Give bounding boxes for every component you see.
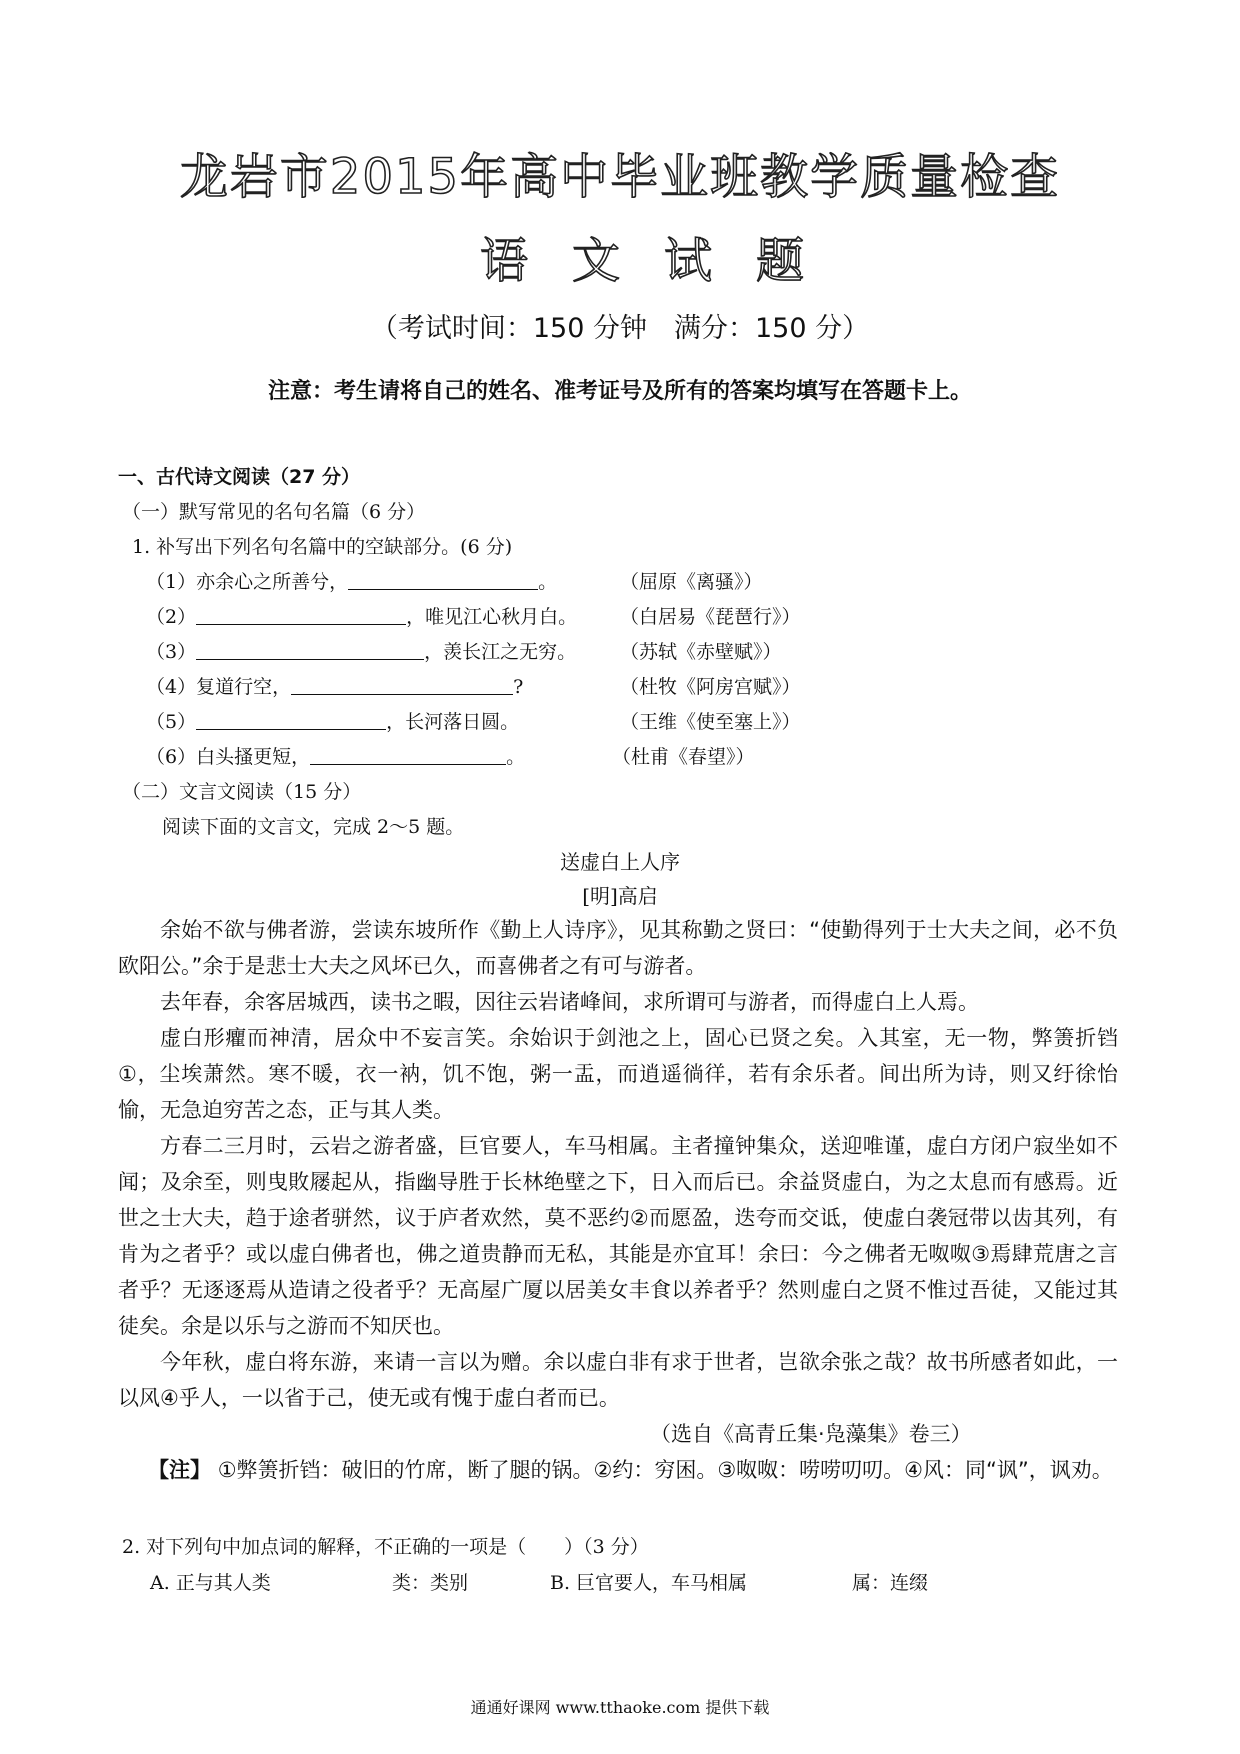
answer-blank[interactable] — [196, 639, 424, 660]
item-text-after: 。 — [506, 746, 526, 768]
notes-label: 【注】 — [148, 1458, 211, 1482]
q1-item-5-source: （王维《使至塞上》） — [620, 711, 801, 733]
exam-title: 龙岩市2015年高中毕业班教学质量检查 — [179, 149, 1061, 205]
q1-item-1-source: （屈原《离骚》） — [620, 571, 763, 593]
article-notes — [118, 1452, 1118, 1488]
q1-item-6 — [146, 742, 525, 769]
q1-item-6-source: （杜甫《春望》） — [612, 746, 755, 768]
article-paragraph-4: 方春二三月时，云岩之游者盛，巨官要人，车马相属。主者撞钟集众，送迎唯谨，虚白方闭户寂坐如不闻；及余至，则曳敗屦起从，指幽导胜于长林绝壁之下，日入而后已。余益贤虚白，为之太息而有感焉。近世之士大夫，趋于途者骈然，议于庐者欢然，莫不恶约②而愿盈，迭夸而交诋，使虚白袭冠带以齿其列，有肯为之者乎？或以虚白佛者也，佛之道贵静而无私，其能是亦宜耳！余曰：今之佛者无呶呶③焉肆荒唐之言者乎？无逐逐焉从造请之役者乎？无高屋广厦以居美女丰食以养者乎？然则虚白之贤不惟过吾徒，又能过其徒矣。余是以乐与之游而不知厌也。 — [118, 1134, 1118, 1338]
article-paragraph-1: 余始不欲与佛者游，尝读东坡所作《勤上人诗序》，见其称勤之贤曰：“使勤得列于士大夫之间，必不负欧阳公。”余于是悲士大夫之风坏已久，而喜佛者之有可与游者。 — [118, 918, 1118, 978]
article-title: 送虚白上人序 — [560, 850, 680, 874]
item-text-before: 亦余心之所善兮， — [196, 571, 349, 593]
article-paragraph-2: 去年春，余客居城西，读书之暇，因往云岩诸峰间，求所谓可与游者，而得虚白上人焉。 — [160, 990, 979, 1014]
article-paragraph-3: 虚白形癯而神清，居众中不妄言笑。余始识于剑池之上，固心已贤之矣。入其室，无一物，弊箦折铛①，尘埃萧然。寒不暖，衣一衲，饥不饱，粥一盂，而逍遥徜徉，若有余乐者。间出所为诗，则又纡徐怡愉，无急迫穷苦之态，正与其人类。 — [118, 1026, 1118, 1122]
item-text-after: ? — [513, 676, 524, 698]
item-number: （4） — [146, 676, 197, 698]
exam-notice: 注意：考生请将自己的姓名、准考证号及所有的答案均填写在答题卡上。 — [267, 379, 972, 404]
part1-heading: （一）默写常见的名句名篇（6 分） — [122, 501, 426, 523]
q1-item-3 — [146, 637, 576, 664]
q1-item-2-source: （白居易《琵琶行》） — [620, 606, 801, 628]
item-text-before: 复道行空， — [196, 676, 292, 698]
answer-blank[interactable] — [196, 604, 406, 625]
q1-item-1 — [146, 567, 557, 594]
q2-option-a: A. 正与其人类 — [150, 1572, 271, 1594]
answer-blank[interactable] — [196, 709, 386, 730]
answer-blank[interactable] — [291, 674, 513, 695]
item-text-before: 白头搔更短， — [196, 746, 311, 768]
section-heading: 一、古代诗文阅读（27 分） — [118, 466, 361, 488]
page-footer: 通通好课网 www.tthaoke.com 提供下载 — [470, 1698, 770, 1717]
q1-item-5 — [146, 707, 519, 734]
item-number: （2） — [146, 606, 197, 628]
exam-subtitle: 语文试题 — [479, 233, 848, 289]
item-text-after: ，唯见江心秋月白。 — [406, 606, 578, 628]
article-citation: （选自《高青丘集·凫藻集》卷三） — [650, 1422, 972, 1446]
q2-option-b: B. 巨官要人，车马相属 — [550, 1572, 748, 1594]
answer-blank[interactable] — [348, 569, 538, 590]
part2-intro: 阅读下面的文言文，完成 2～5 题。 — [162, 816, 465, 838]
q1-item-2 — [146, 602, 577, 629]
question-2-prompt: 2. 对下列句中加点词的解释，不正确的一项是（ ）（3 分） — [122, 1536, 649, 1558]
part2-heading: （二）文言文阅读（15 分） — [122, 781, 362, 803]
item-number: （3） — [146, 641, 197, 663]
item-text-after: ，羡长江之无穷。 — [424, 641, 577, 663]
q1-item-3-source: （苏轼《赤壁赋》） — [620, 641, 782, 663]
q1-item-4-source: （杜牧《阿房宫赋》） — [620, 676, 801, 698]
item-text-after: 。 — [538, 571, 558, 593]
q2-option-a-gloss: 类：类别 — [392, 1572, 469, 1594]
exam-time-info: （考试时间：150 分钟 满分：150 分） — [370, 313, 870, 344]
article-paragraph-5: 今年秋，虚白将东游，来请一言以为赠。余以虚白非有求于世者，岂欲余张之哉？故书所感者如此，一以风④乎人，一以省于己，使无或有愧于虚白者而已。 — [118, 1350, 1118, 1410]
question-1-prompt: 1. 补写出下列名句名篇中的空缺部分。(6 分) — [132, 536, 513, 558]
item-text-after: ，长河落日圆。 — [386, 711, 520, 733]
q1-item-4 — [146, 672, 523, 699]
item-number: （1） — [146, 571, 197, 593]
q2-option-b-gloss: 属：连缀 — [852, 1572, 929, 1594]
answer-blank[interactable] — [310, 744, 506, 765]
notes-text: ①弊箦折铛：破旧的竹席，断了腿的锅。②约：穷困。③呶呶：唠唠叨叨。④风：同“讽”，讽劝。 — [217, 1458, 1113, 1482]
article-author: [明]高启 — [582, 884, 658, 908]
item-number: （6） — [146, 746, 197, 768]
item-number: （5） — [146, 711, 197, 733]
